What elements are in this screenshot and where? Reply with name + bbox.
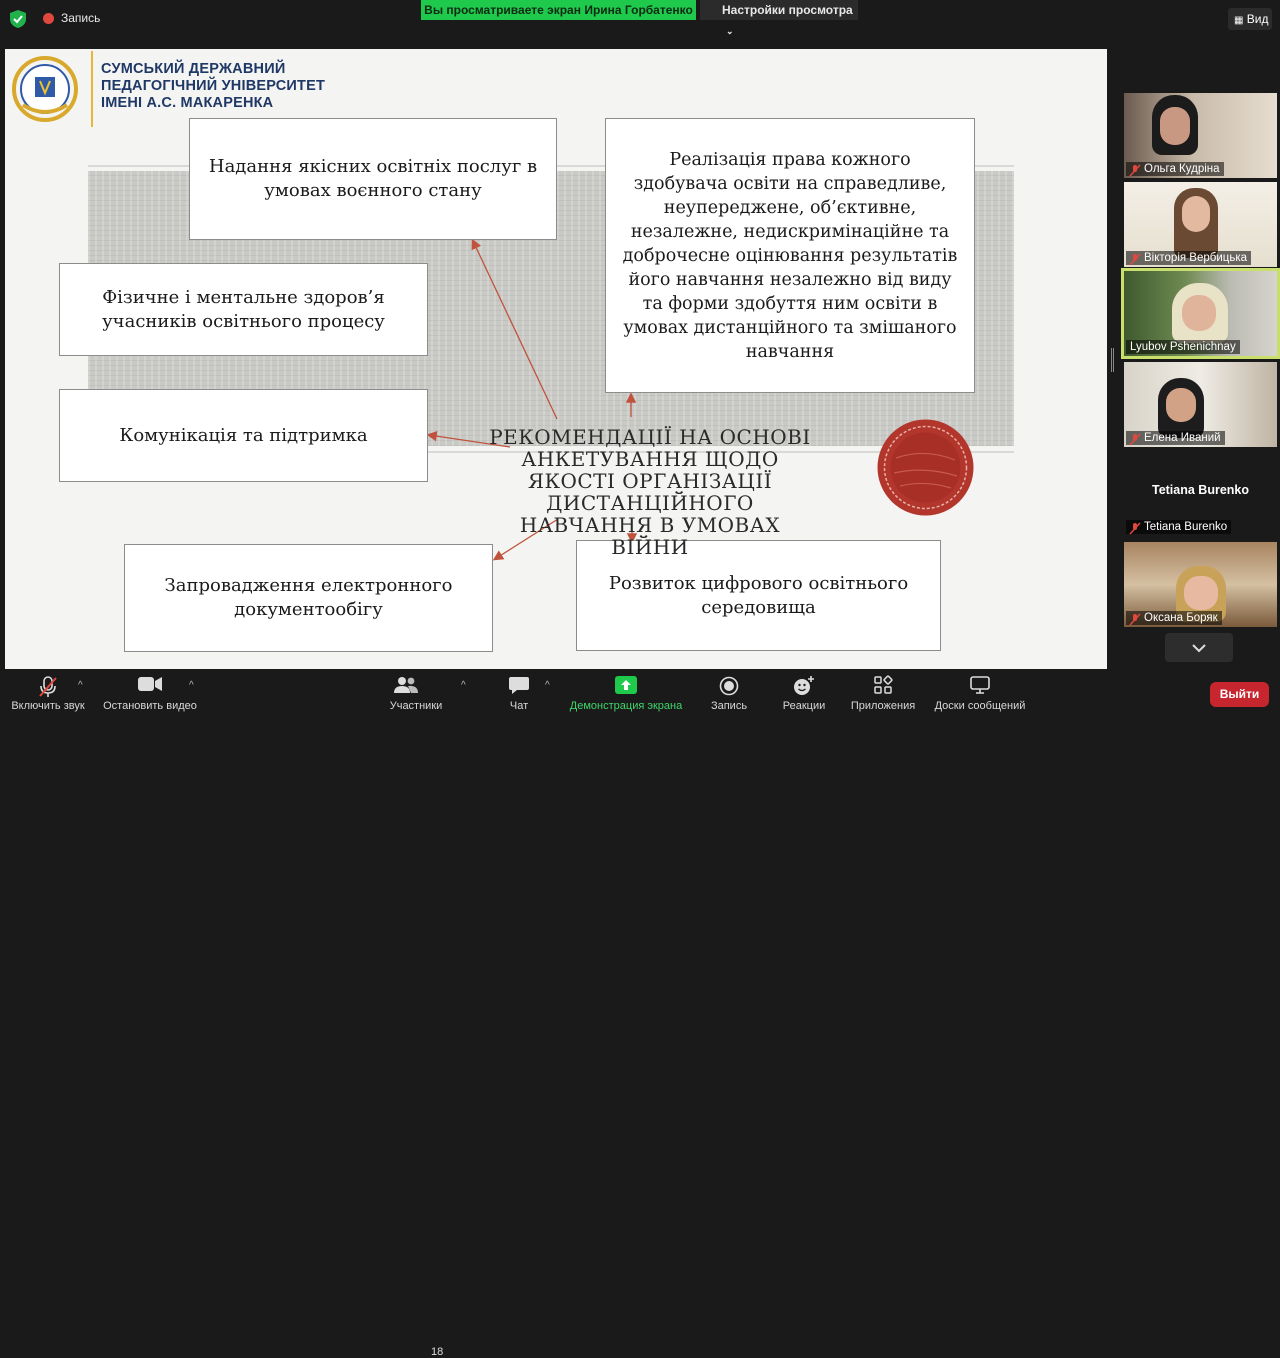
record-indicator-icon[interactable] [43,13,54,24]
share-screen-icon [615,676,637,694]
view-button[interactable] [1228,8,1272,30]
unmute-label: Включить звук [11,700,85,712]
share-screen-button[interactable] [565,670,687,719]
view-button-label: Вид [1246,12,1269,26]
video-tile[interactable] [1124,93,1277,178]
slide-center-title: РЕКОМЕНДАЦІЇ НА ОСНОВІ АНКЕТУВАННЯ ЩОДО ЯКОСТІ ОРГАНІЗАЦІЇ ДИСТАНЦІЙНОГО НАВЧАННЯ В УМОВАХ ВІЙНИ [489,425,811,559]
reactions-button[interactable] [774,670,834,719]
box-digital-environment: Розвиток цифрового освітнього середовища [576,540,941,651]
view-settings-button[interactable] [700,0,858,36]
box-health: Фізичне і ментальне здоров’я учасників освітнього процесу [59,263,428,356]
screen-share-banner: Вы просматриваете экран Ирина Горбатенко [421,0,696,20]
meeting-toolbar [0,670,1280,1358]
chat-icon [509,676,529,694]
avatar-face [1160,107,1190,145]
chat-options-chevron-icon[interactable]: ^ [545,680,550,691]
participant-name: Ольга Кудріна [1144,163,1220,175]
smiley-plus-icon [793,676,815,696]
participant-name: Вікторія Вербицька [1144,252,1248,264]
participant-name-tag [1126,251,1251,265]
record-label: Запись [710,700,748,712]
record-label[interactable]: Запись [61,11,101,25]
avatar-face [1166,388,1196,422]
avatar-face [1184,576,1218,610]
video-tile-active-speaker[interactable] [1124,271,1277,356]
chevron-down-icon [1165,633,1233,662]
reactions-label: Реакции [782,700,826,712]
chat-label: Чат [509,700,529,712]
participants-label: Участники [389,700,443,712]
video-options-chevron-icon[interactable]: ^ [189,680,194,691]
participant-name-tag [1126,611,1222,625]
red-stamp-icon [876,418,975,517]
view-settings-label: Настройки просмотра [722,3,853,17]
video-camera-icon [138,676,162,692]
video-tile[interactable] [1124,542,1277,627]
avatar-face [1182,295,1216,331]
video-tile[interactable] [1124,182,1277,267]
participant-name-tag [1126,162,1224,176]
shield-icon[interactable] [10,10,26,28]
chevron-down-icon: ⌄ [726,26,734,36]
avatar-face [1182,196,1210,232]
participant-name-tag [1126,520,1231,534]
record-icon [719,676,739,696]
chat-button[interactable] [494,670,544,719]
participant-name: Елена Иваний [1144,432,1221,444]
participant-name: Оксана Боряк [1144,612,1218,624]
whiteboards-button[interactable] [930,670,1030,719]
participant-name-tag [1126,431,1225,445]
apps-button[interactable] [846,670,920,719]
mic-muted-icon [1130,254,1140,265]
mic-muted-icon [1130,614,1140,625]
participant-placeholder-name: Tetiana Burenko [1151,483,1249,497]
box-communication: Комунікація та підтримка [59,389,428,482]
university-line-3: ІМЕНІ А.С. МАКАРЕНКА [101,95,274,111]
apps-label: Приложения [850,700,916,712]
mic-muted-icon [1130,434,1140,445]
record-button[interactable] [700,670,758,719]
apps-icon [874,676,892,694]
stop-video-button[interactable] [100,670,200,719]
participants-icon [394,676,418,694]
box-electronic-docs: Запровадження електронного документообігу [124,544,493,652]
whiteboard-icon [970,676,990,694]
university-line-1: СУМСЬКИЙ ДЕРЖАВНИЙ [101,61,286,77]
participants-count: 18 [431,1346,444,1358]
leave-meeting-button[interactable]: Выйти [1210,682,1269,707]
participants-options-chevron-icon[interactable]: ^ [461,680,466,691]
box-fair-assessment: Реалізація права кожного здобувача освіти на справедливе, неупереджене, об’єктивне, незалежне, недискримінаційне та доброчесне оцінювання результатів його навчання незалежно від виду та форми здобуття ним освіти в умовах дистанційного та змішаного навчання [605,118,975,393]
box-quality-services: Надання якісних освітніх послуг в умовах воєнного стану [189,118,557,240]
unmute-button[interactable] [6,670,90,719]
participant-name: Tetiana Burenko [1144,521,1228,533]
arrow-to-quality [473,241,557,419]
participant-name-tag [1126,340,1240,354]
audio-options-chevron-icon[interactable]: ^ [78,680,83,691]
scroll-down-button[interactable] [1165,633,1233,662]
panel-resize-handle[interactable] [1111,348,1114,372]
mic-muted-icon [1130,165,1140,176]
university-line-2: ПЕДАГОГІЧНИЙ УНІВЕРСИТЕТ [101,78,326,94]
mic-muted-icon [38,676,58,698]
video-tile[interactable] [1124,362,1277,447]
participant-name: Lyubov Pshenichnay [1130,341,1236,353]
mic-muted-icon [1130,523,1140,534]
stop-video-label: Остановить видео [103,700,197,712]
participants-button[interactable] [380,670,452,719]
share-screen-label: Демонстрация экрана [569,700,683,712]
grid-icon: ▦ [1234,15,1244,26]
whiteboards-label: Доски сообщений [934,700,1026,712]
shared-slide [5,49,1107,669]
top-bar [0,0,1280,40]
